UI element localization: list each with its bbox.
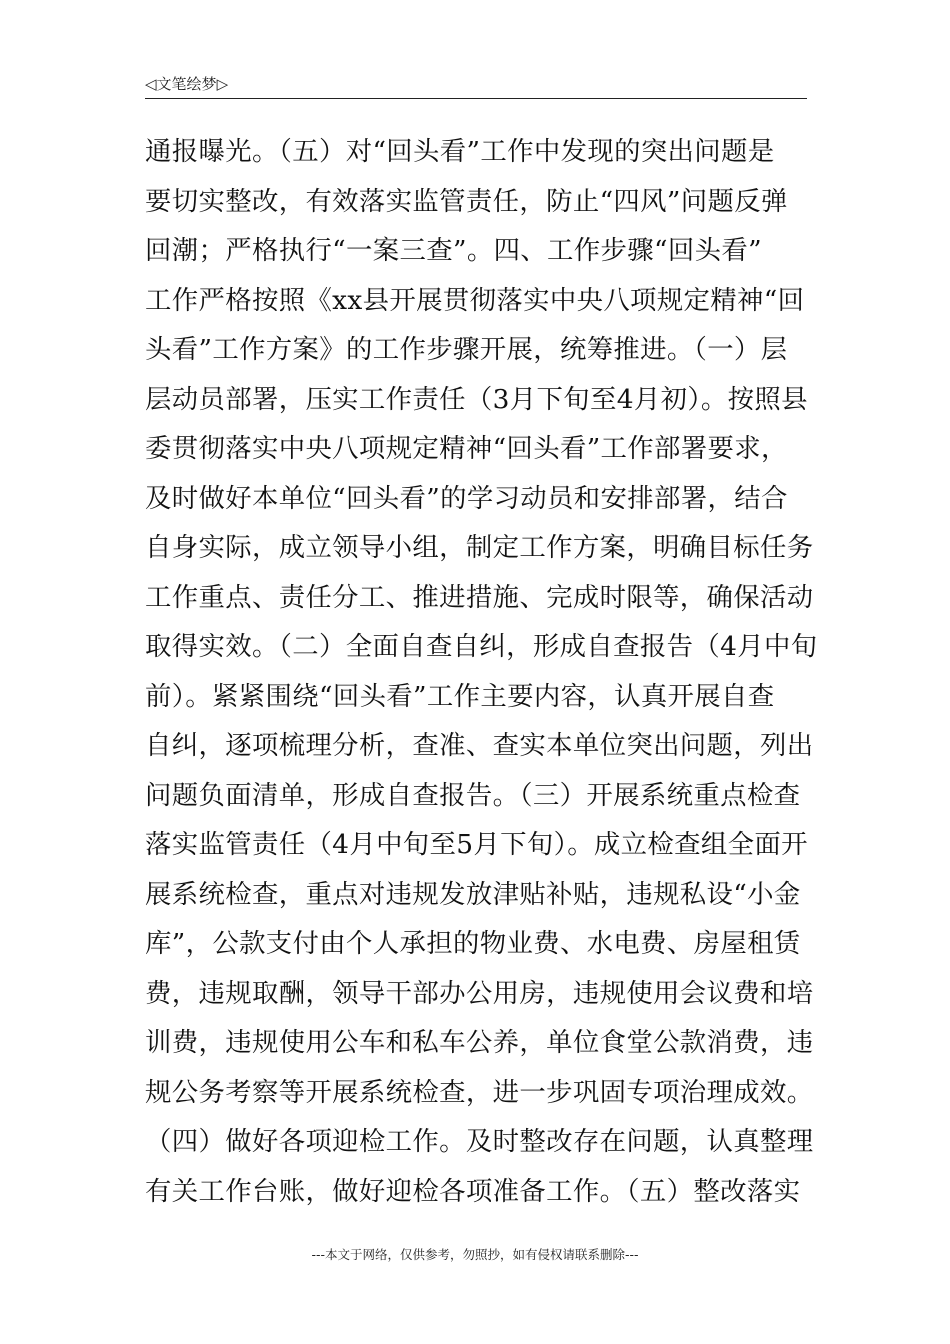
body-line: 前）。紧紧围绕“回头看”工作主要内容，认真开展自查 — [145, 680, 775, 712]
body-line: 委贯彻落实中央八项规定精神“回头看”工作部署要求， — [145, 433, 788, 464]
body-line: 自身实际，成立领导小组，制定工作方案，明确目标任务 — [145, 532, 814, 563]
body-line: 自纠，逐项梳理分析，查准、查实本单位突出问题，列出 — [145, 730, 814, 761]
body-line: 工作重点、责任分工、推进措施、完成时限等，确保活动 — [145, 581, 814, 613]
body-line: 取得实效。（二）全面自查自纠，形成自查报告（4月中旬 — [145, 631, 818, 662]
body-line: 要切实整改，有效落实监管责任，防止“四风”问题反弹 — [145, 185, 788, 217]
body-line: 规公务考察等开展系统检查，进一步巩固专项治理成效。 — [145, 1076, 814, 1108]
footer-notice: ---本文于网络，仅供参考，勿照抄，如有侵权请联系删除--- — [311, 1247, 639, 1262]
body-line: 层动员部署，压实工作责任（3月下旬至4月初）。按照县 — [145, 383, 808, 415]
body-line: 及时做好本单位“回头看”的学习动员和安排部署，结合 — [145, 482, 788, 514]
body-line: 费，违规取酬，领导干部办公用房，违规使用会议费和培 — [145, 977, 814, 1009]
page-header — [145, 74, 807, 99]
header-brand — [145, 74, 228, 94]
body-line: 有关工作台账，做好迎检各项准备工作。（五）整改落实 — [145, 1175, 801, 1207]
body-line: 展系统检查，重点对违规发放津贴补贴，违规私设“小金 — [145, 878, 801, 910]
body-line: 工作严格按照《xx县开展贯彻落实中央八项规定精神“回 — [145, 284, 805, 316]
body-line: 库”，公款支付由个人承担的物业费、水电费、房屋租赁 — [145, 928, 801, 959]
right-triangle-icon: ▷ — [216, 75, 229, 93]
page-footer — [0, 1246, 950, 1264]
body-line: 通报曝光。（五）对“回头看”工作中发现的突出问题是 — [145, 136, 775, 167]
body-line: 回潮；严格执行“一案三查”。四、工作步骤“回头看” — [145, 235, 762, 266]
brand-name: 文笔绘梦 — [156, 75, 217, 93]
left-triangle-icon: ◁ — [145, 75, 157, 93]
body-line: 头看”工作方案》的工作步骤开展，统筹推进。（一）层 — [145, 334, 788, 365]
body-line: 落实监管责任（4月中旬至5月下旬）。成立检查组全面开 — [145, 829, 808, 860]
body-line: 问题负面清单，形成自查报告。（三）开展系统重点检查 — [145, 779, 801, 811]
body-line: （四）做好各项迎检工作。及时整改存在问题，认真整理 — [145, 1126, 814, 1157]
body-line: 训费，违规使用公车和私车公养，单位食堂公款消费，违 — [145, 1027, 814, 1058]
document-body — [145, 127, 818, 1216]
